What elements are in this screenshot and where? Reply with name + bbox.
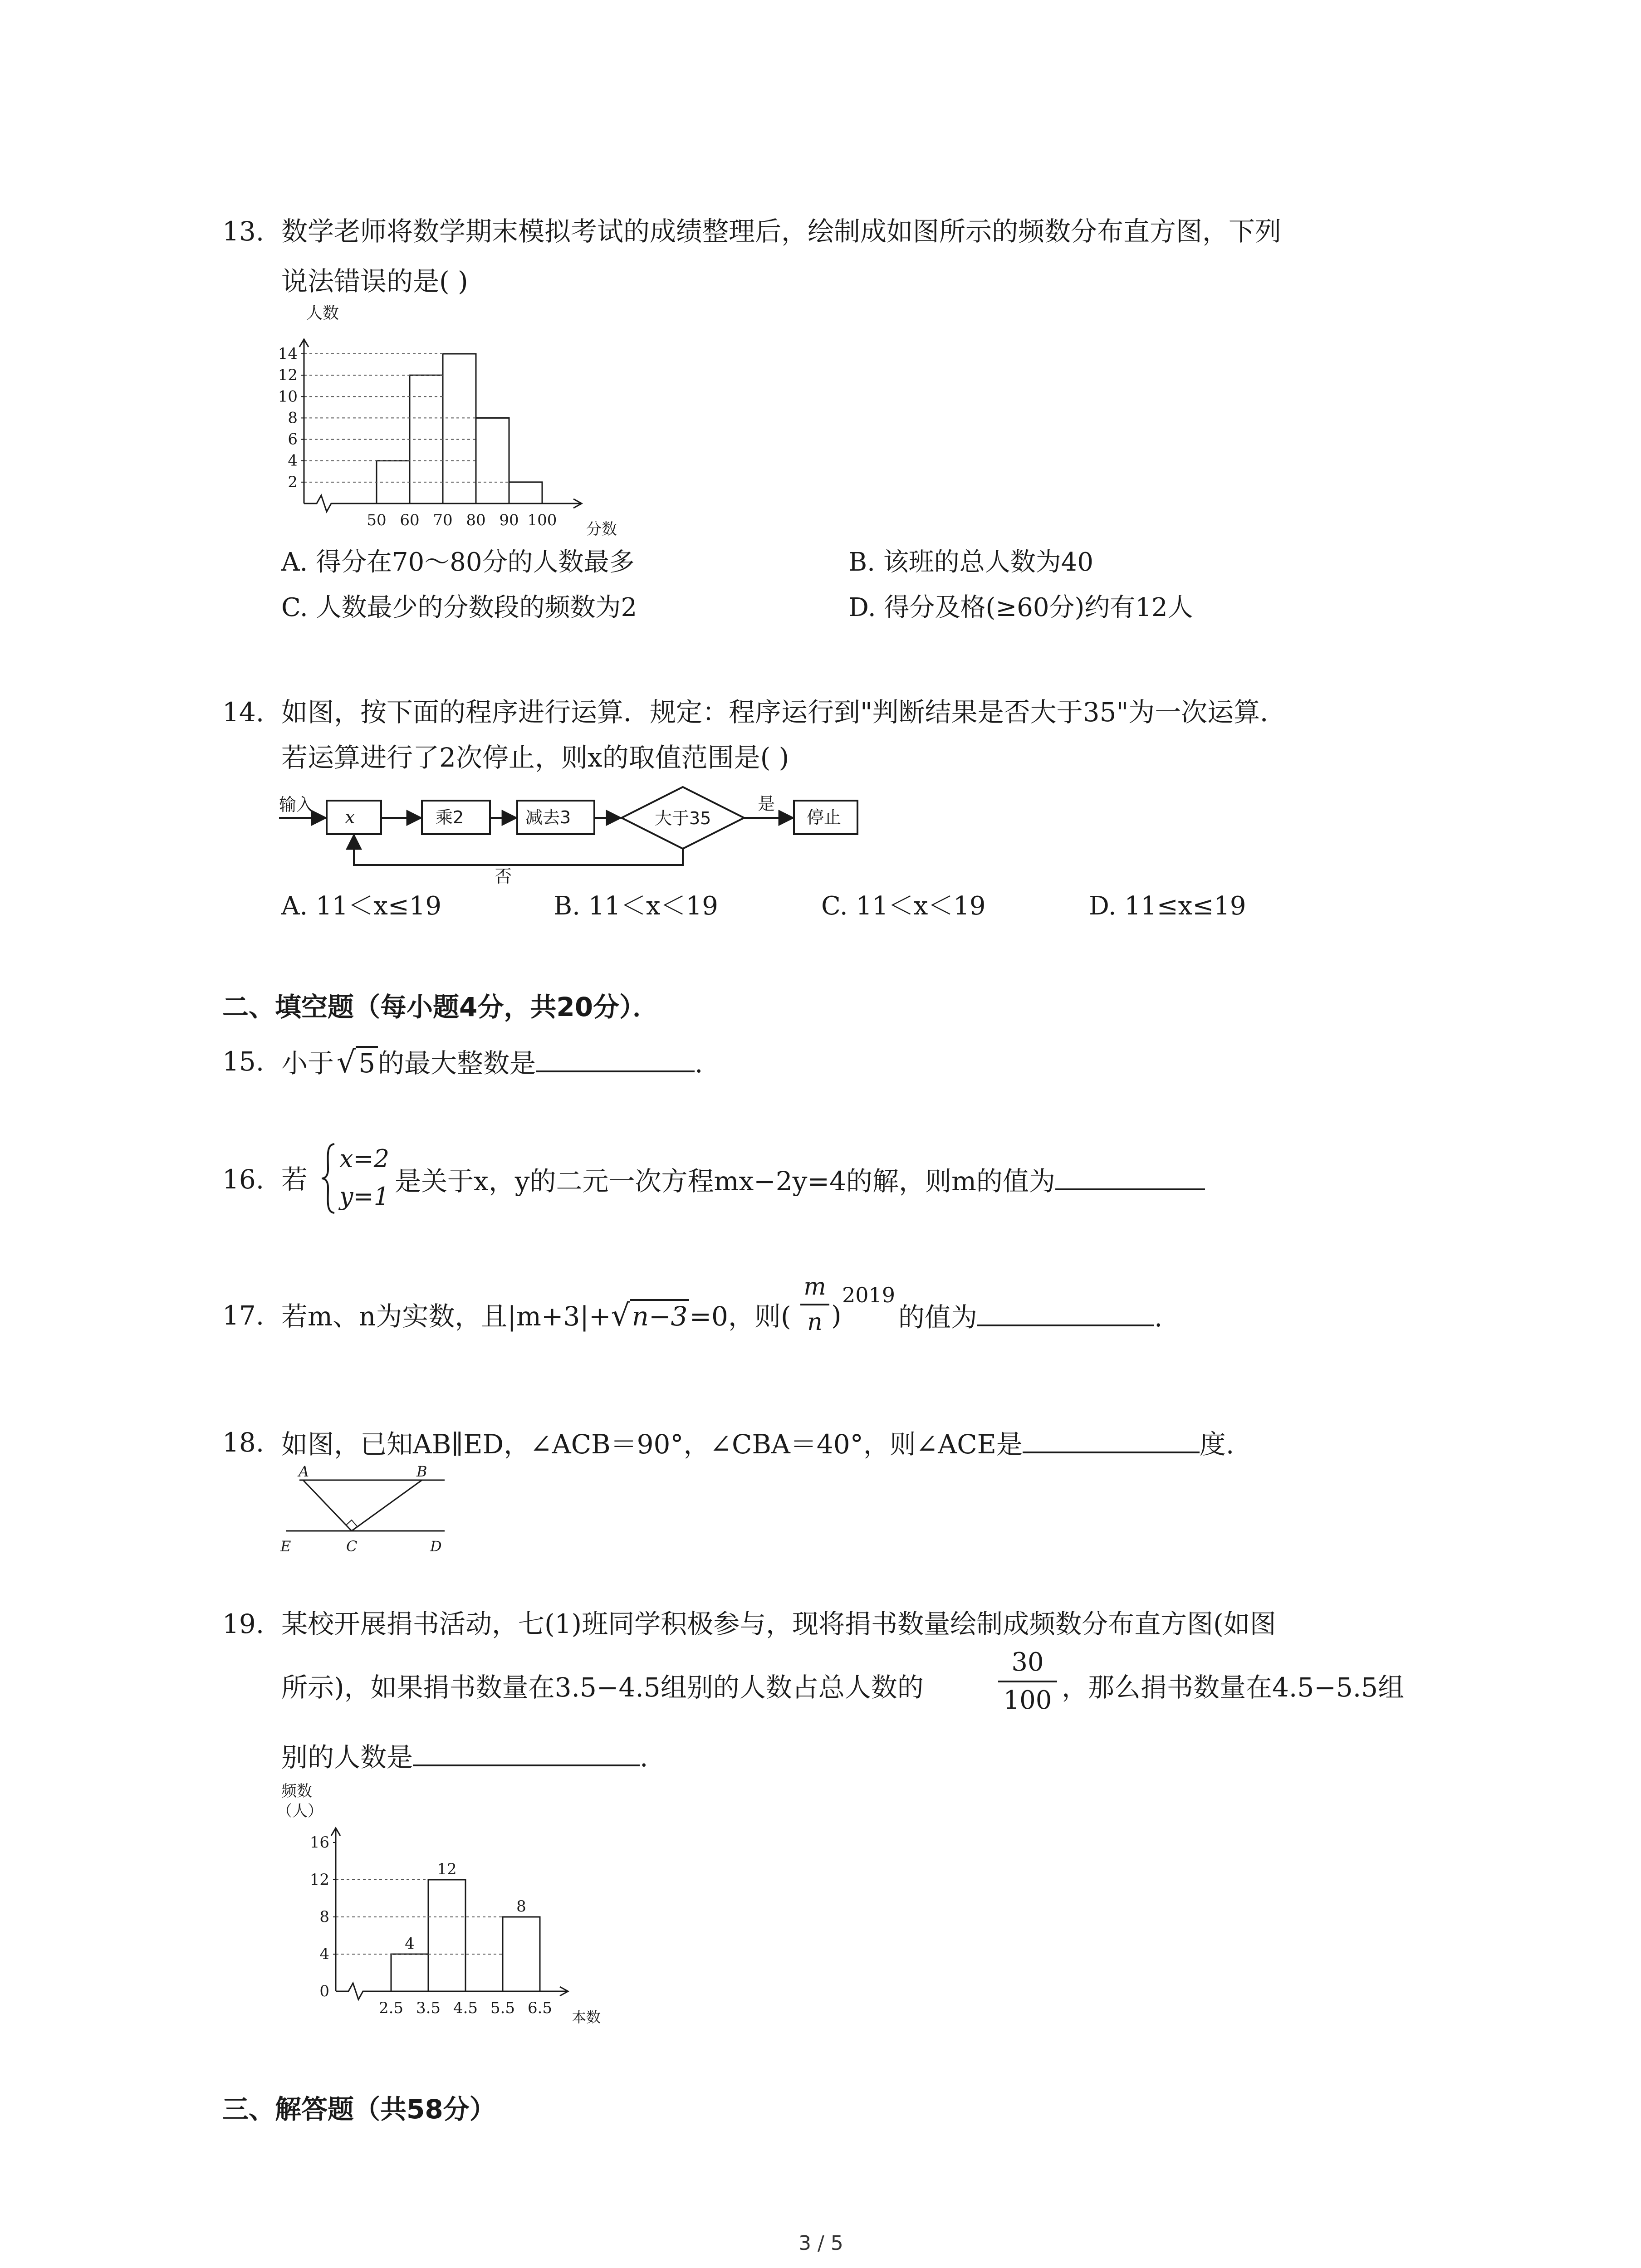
- c1-ytick-0: 2: [288, 473, 298, 491]
- q18-point-b: B: [416, 1463, 427, 1480]
- c2-ytick-0: 0: [319, 1982, 329, 2000]
- flow-multiply-label: 乘2: [436, 807, 464, 827]
- c2-bar-3: [503, 1917, 540, 1991]
- c2-data-label-3: 8: [516, 1897, 526, 1916]
- c2-ytick-4: 16: [309, 1833, 329, 1852]
- q17-number: 17.: [222, 1300, 265, 1331]
- q16-brace: [320, 1142, 338, 1215]
- q14-line1: 如图，按下面的程序进行运算．规定：程序运行到"判断结果是否大于35"为一次运算．: [281, 697, 1287, 728]
- q16-number: 16.: [222, 1164, 265, 1195]
- q19-fraction: [998, 1644, 1057, 1719]
- q19-line3: [281, 1737, 648, 1775]
- q13-chart-xlabel: 分数: [586, 520, 617, 538]
- c2-data-label-0: 4: [405, 1935, 415, 1953]
- q19-line2-pre: 所示)，如果捐书数量在3.5−4.5组别的人数占总人数的: [281, 1672, 924, 1703]
- q13-option-a: A. 得分在70～80分的人数最多: [281, 547, 635, 577]
- q16-post: 是关于x，y的二元一次方程mx−2y=4的解，则m的值为: [395, 1166, 1055, 1197]
- c2-xtick-0: 2.5: [378, 1999, 404, 2017]
- q19-books-histogram: [272, 1778, 635, 2037]
- q19-line1: 某校开展捐书活动，七(1)班同学积极参与，现将捐书数量绘制成频数分布直方图(如图: [281, 1608, 1276, 1639]
- q17-pre: 若m、n为实数，且|m+3|+: [281, 1301, 611, 1332]
- q13-chart-ylabel: 人数: [306, 304, 339, 323]
- q19-chart-ylabel2: （人）: [277, 1802, 323, 1820]
- q17-exponent: 2019: [842, 1283, 896, 1307]
- section3-title: 三、解答题（共58分）: [222, 2094, 496, 2125]
- c1-ytick-4: 10: [278, 387, 298, 406]
- q15-post: 的最大整数是: [377, 1048, 536, 1079]
- q17-mid: =0，则(: [689, 1301, 791, 1332]
- c2-xtick-4: 6.5: [527, 1999, 553, 2017]
- q19-end: .: [640, 1742, 648, 1773]
- q14-option-a: A. 11＜x≤19: [281, 891, 442, 921]
- q13-option-d: D. 得分及格(≥60分)约有12人: [848, 593, 1193, 622]
- flow-x-label: x: [345, 807, 355, 828]
- q19-frac-den: 100: [1003, 1686, 1052, 1715]
- q18-point-a: A: [299, 1463, 309, 1480]
- q13-line1: 数学老师将数学期末模拟考试的成绩整理后，绘制成如图所示的频数分布直方图，下列: [281, 216, 1282, 247]
- q14-option-d: D. 11≤x≤19: [1089, 891, 1246, 921]
- q13-option-c: C. 人数最少的分数段的频数为2: [281, 593, 637, 622]
- q16-post-line: [395, 1161, 1205, 1199]
- q19-chart-ylabel: 频数: [281, 1782, 312, 1800]
- q19-line2-post: ，那么捐书数量在4.5−5.5组: [1062, 1672, 1405, 1703]
- c1-ytick-1: 4: [288, 451, 298, 470]
- q18-number: 18.: [222, 1427, 265, 1458]
- q18-point-d: D: [430, 1538, 442, 1555]
- flow-no-label: 否: [495, 866, 512, 886]
- q19-number: 19.: [222, 1608, 265, 1639]
- c2-ytick-3: 12: [309, 1871, 329, 1889]
- q19-answer-blank[interactable]: [413, 1737, 640, 1766]
- q17-close: ): [831, 1300, 842, 1331]
- q16-row1: x=2: [339, 1144, 390, 1173]
- q14-option-b: B. 11＜x＜19: [554, 891, 718, 921]
- q13-option-b: B. 该班的总人数为40: [848, 547, 1094, 577]
- c2-ytick-2: 8: [319, 1908, 329, 1926]
- flow-condition-label: 大于35: [655, 808, 711, 828]
- section2-title: 二、填空题（每小题4分，共20分）．: [222, 992, 659, 1022]
- sqrt-sign: √: [337, 1045, 356, 1080]
- q18-point-c: C: [346, 1538, 358, 1555]
- c1-xtick-1: 60: [400, 511, 420, 529]
- q15-pre: 小于: [281, 1048, 334, 1079]
- c1-xtick-0: 50: [367, 511, 387, 529]
- q15-number: 15.: [222, 1046, 265, 1077]
- c1-bar-4: [509, 482, 542, 503]
- q16-answer-blank[interactable]: [1055, 1161, 1205, 1190]
- q17-sqrt: [611, 1297, 690, 1334]
- c2-xtick-1: 3.5: [416, 1999, 441, 2017]
- q17-frac-den: n: [807, 1309, 823, 1336]
- c2-bar-0: [391, 1954, 428, 1991]
- c1-bar-2: [443, 354, 476, 503]
- q17-radicand: n−3: [630, 1299, 690, 1332]
- q17-end: .: [1154, 1302, 1163, 1333]
- c1-xtick-5: 100: [527, 511, 557, 529]
- q16-row2: y=1: [339, 1182, 390, 1211]
- q13-score-histogram: [278, 295, 644, 549]
- q17-fraction: [800, 1270, 829, 1339]
- q13-line2: 说法错误的是( ): [281, 266, 468, 297]
- c1-ytick-5: 12: [278, 366, 298, 385]
- q17-post: 的值为: [898, 1302, 978, 1333]
- c2-xtick-2: 4.5: [453, 1999, 478, 2017]
- q15-sqrt: [337, 1044, 378, 1081]
- q18-answer-blank[interactable]: [1023, 1424, 1200, 1453]
- q15-end: .: [695, 1048, 703, 1079]
- c1-bar-3: [476, 418, 509, 503]
- q17-post-line: [898, 1297, 1162, 1335]
- c1-xtick-4: 90: [499, 511, 519, 529]
- flow-subtract-label: 减去3: [525, 807, 571, 827]
- q14-number: 14.: [222, 697, 265, 728]
- c1-ytick-6: 14: [278, 345, 298, 363]
- q15-answer-blank[interactable]: [536, 1043, 695, 1072]
- sqrt-sign: √: [611, 1298, 630, 1333]
- q19-frac-num: 30: [998, 1644, 1057, 1682]
- c1-ytick-2: 6: [288, 430, 298, 449]
- page-number: 3 / 5: [798, 2232, 843, 2255]
- q14-option-c: C. 11＜x＜19: [821, 891, 986, 921]
- q17-frac-num: m: [800, 1270, 829, 1305]
- q13-number: 13.: [222, 216, 265, 247]
- c2-bar-1: [428, 1880, 465, 1991]
- q18-text: 如图，已知AB∥ED，∠ACB＝90°，∠CBA＝40°，则∠ACE是: [281, 1429, 1023, 1460]
- q18-point-e: E: [280, 1538, 291, 1555]
- q17-answer-blank[interactable]: [977, 1297, 1154, 1326]
- c1-xtick-3: 80: [466, 511, 486, 529]
- flow-input-label: 输入: [279, 795, 314, 815]
- flow-yes-label: 是: [758, 794, 775, 814]
- q19-chart-xlabel: 本数: [572, 2009, 601, 2026]
- q14-line2: 若运算进行了2次停止，则x的取值范围是( ): [281, 742, 789, 773]
- q17-text: [281, 1297, 791, 1334]
- q16-pre: 若: [281, 1164, 308, 1195]
- flow-stop-label: 停止: [807, 807, 842, 827]
- q19-line3-text: 别的人数是: [281, 1742, 413, 1773]
- q18-figure: [272, 1463, 463, 1558]
- c1-ytick-3: 8: [288, 409, 298, 427]
- c2-xtick-3: 5.5: [490, 1999, 515, 2017]
- q18-post: 度.: [1199, 1429, 1234, 1460]
- q15-radicand: 5: [356, 1046, 378, 1079]
- q14-flowchart: [277, 787, 862, 886]
- q18-text-line: [281, 1424, 1234, 1462]
- q15-text: [281, 1043, 703, 1081]
- c2-data-label-1: 12: [437, 1860, 457, 1878]
- c2-ytick-1: 4: [319, 1945, 329, 1963]
- c1-xtick-2: 70: [433, 511, 453, 529]
